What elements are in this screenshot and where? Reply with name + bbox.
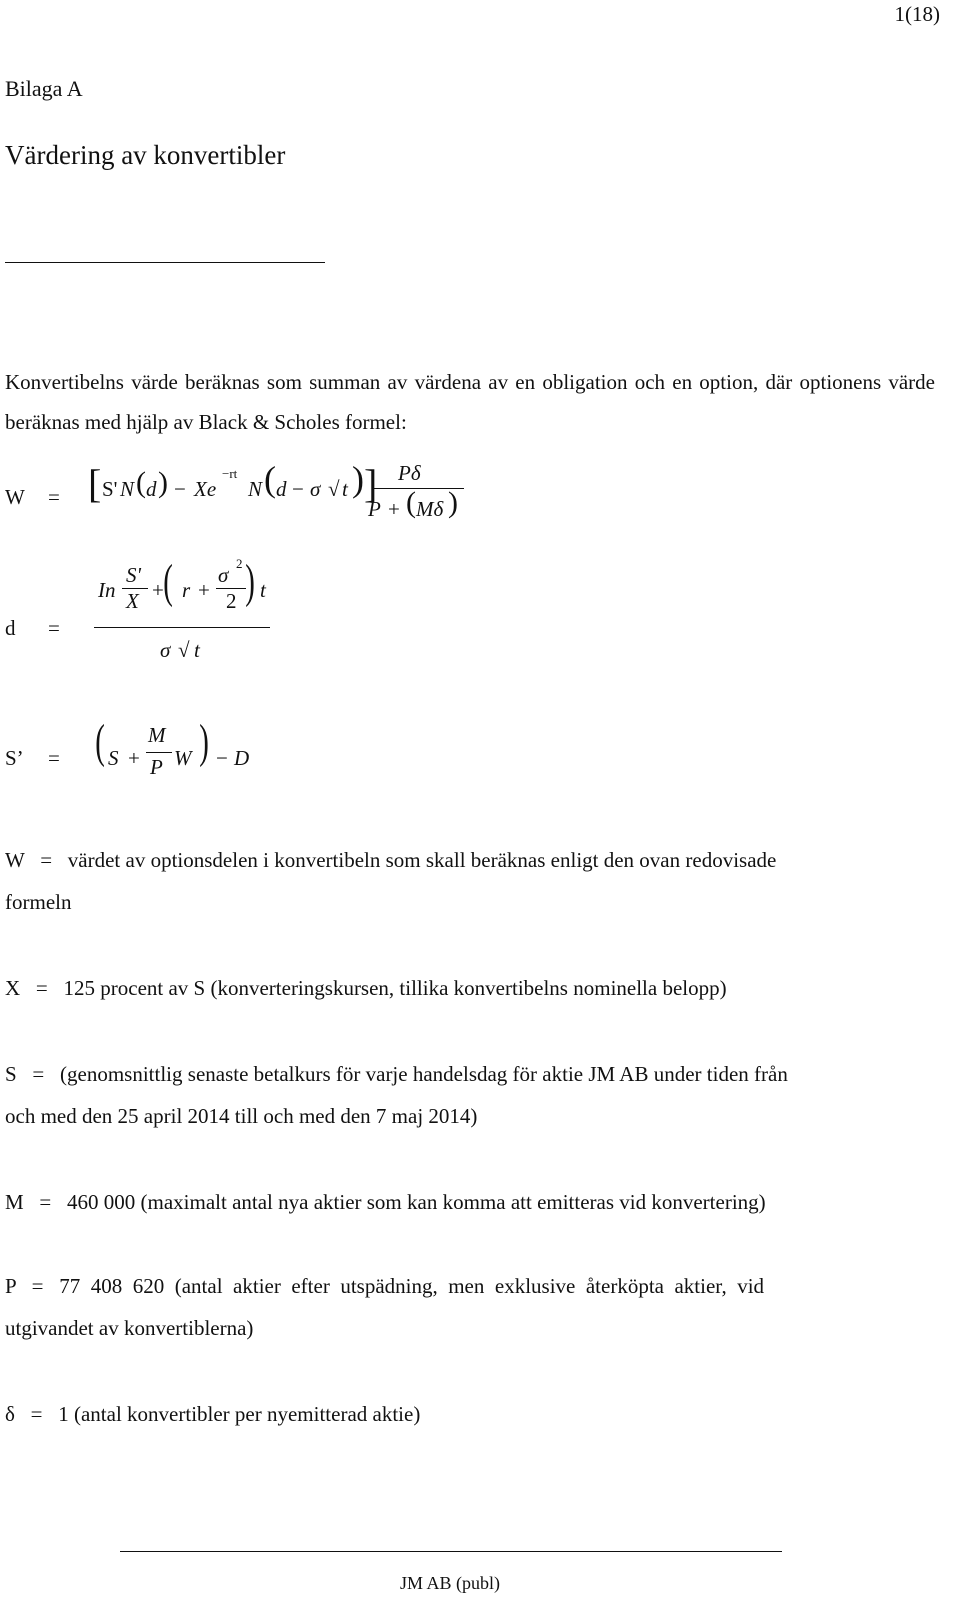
definition-x: X = 125 procent av S (konverteringskursen, tillika konvertibelns nominella belopp) <box>5 976 727 1000</box>
formula-s-w: W <box>174 746 192 770</box>
definition-w-line1: W = värdet av optionsdelen i konvertibeln som skall beräknas enligt den ovan redovisade <box>5 848 777 872</box>
formula-s-minus: − <box>216 746 228 770</box>
formula-w-d2: d <box>276 477 287 501</box>
formula-d-plus1: + <box>152 578 164 602</box>
formula-w-n2: N <box>248 477 263 501</box>
heading: Värdering av konvertibler <box>5 140 286 170</box>
formula-d-square: 2 <box>236 556 243 571</box>
formula-d-main-frac-line <box>94 627 270 628</box>
formula-d-label: d <box>5 616 16 640</box>
formula-w-open2: ( <box>264 459 276 499</box>
page-number: 1(18) <box>894 2 940 26</box>
formula-w-lbracket: [ <box>88 461 102 506</box>
formula-w-den-m: Mδ <box>416 497 444 521</box>
formula-s-m: M <box>148 723 166 747</box>
formula-w-close1: ) <box>158 466 168 499</box>
formula-w <box>88 458 468 528</box>
formula-w-sigma: σ <box>310 477 321 501</box>
formula-s-label: S’ <box>5 746 24 770</box>
heading-rule <box>5 262 325 263</box>
formula-w-d1: d <box>146 477 157 501</box>
formula-d <box>92 550 282 670</box>
formula-w-sqrt: √ <box>328 477 340 501</box>
formula-d-x: X <box>126 589 139 613</box>
definition-p-line2: utgivandet av konvertiblerna) <box>5 1316 254 1340</box>
formula-w-n1: N <box>120 477 135 501</box>
formula-w-minus2: − <box>292 477 304 501</box>
formula-d-sprime: S' <box>126 563 141 587</box>
definition-w-line2: formeln <box>5 890 72 914</box>
formula-w-num: Pδ <box>398 461 421 485</box>
appendix-title: Bilaga A <box>5 76 83 101</box>
formula-w-den-close: ) <box>448 486 458 519</box>
formula-d-den-sigma: σ <box>160 638 171 662</box>
definition-p-line1: P = 77 408 620 (antal aktier efter utspädning, men exklusive återköpta aktier, vid <box>5 1274 765 1298</box>
formula-d-sigma: σ <box>218 563 229 587</box>
formula-d-lparen: ( <box>163 555 173 608</box>
formula-d-equals: = <box>48 616 60 640</box>
formula-s-plus: + <box>128 746 140 770</box>
formula-w-den-plus: + <box>388 497 400 521</box>
formula-w-exp: −rt <box>222 466 238 481</box>
formula-d-rparen: ) <box>245 555 255 608</box>
formula-w-minus1: − <box>174 477 186 501</box>
formula-w-sprime: S' <box>102 477 118 501</box>
formula-s-d: D <box>234 746 250 770</box>
formula-w-den-p: P <box>368 497 381 521</box>
formula-d-r: r <box>182 578 191 602</box>
formula-d-two: 2 <box>226 589 237 613</box>
definition-s-line1: S = (genomsnittlig senaste betalkurs för varje handelsdag för aktie JM AB under tiden från <box>5 1062 788 1086</box>
formula-w-rbracket: ] <box>364 461 378 506</box>
formula-s-equals: = <box>48 746 60 770</box>
formula-s-frac-line <box>146 752 172 753</box>
formula-w-open1: ( <box>136 466 146 499</box>
formula-s-s: S <box>108 746 119 770</box>
formula-w-label: W <box>5 485 25 509</box>
formula-w-t: t <box>342 477 348 501</box>
formula-d-den-t: t <box>194 638 200 662</box>
formula-d-in: In <box>98 578 116 602</box>
formula-d-den-sqrt: √ <box>178 638 190 662</box>
definition-m: M = 460 000 (maximalt antal nya aktier som kan komma att emitteras vid konvertering) <box>5 1190 766 1214</box>
formula-s-lparen: ( <box>95 715 105 768</box>
definition-s-line2: och med den 25 april 2014 till och med den 7 maj 2014) <box>5 1104 478 1128</box>
formula-d-plus2: + <box>198 578 210 602</box>
definition-delta: δ = 1 (antal konvertibler per nyemitterad aktie) <box>5 1402 421 1426</box>
formula-s-p: P <box>150 755 163 779</box>
formula-s-rparen: ) <box>199 715 209 768</box>
formula-w-equals: = <box>48 485 60 509</box>
formula-w-den-open: ( <box>406 486 416 519</box>
formula-d-t: t <box>260 578 266 602</box>
footer-company: JM AB (publ) <box>399 1573 500 1593</box>
formula-w-close2: ) <box>352 459 364 499</box>
intro-paragraph: Konvertibelns värde beräknas som summan av värdena av en obligation och en option, där optionens värde beräknas med hjälp av Black & Scholes formel: <box>5 370 935 434</box>
formula-w-xe: Xe <box>194 477 217 501</box>
footer-rule <box>120 1551 782 1552</box>
formula-s <box>92 710 272 800</box>
